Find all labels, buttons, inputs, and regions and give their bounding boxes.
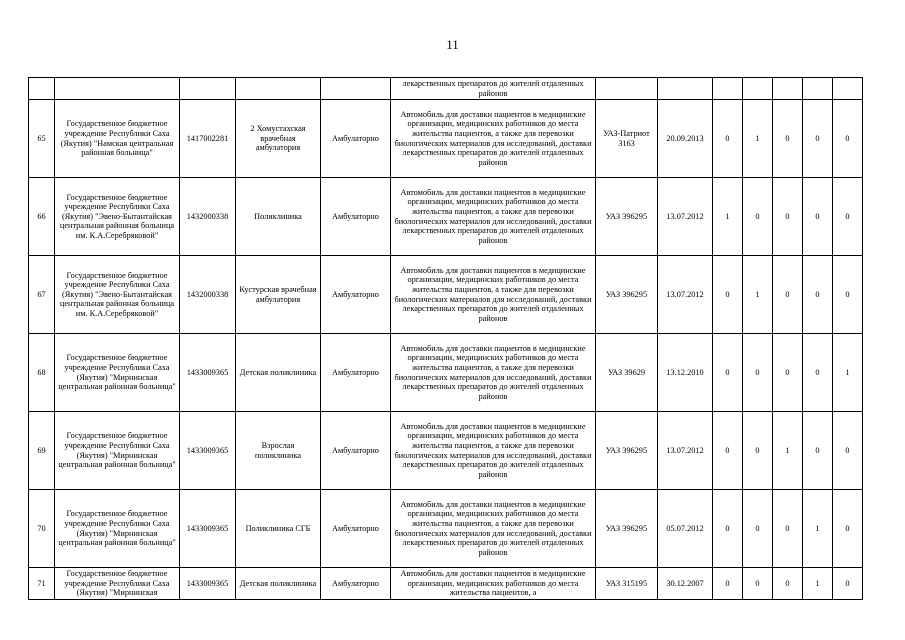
inn-cell: 1417002281 <box>180 100 236 178</box>
organization-cell: Государственное бюджетное учреждение Республики Саха (Якутия) "Мирнинская центральная районная больница" <box>55 334 180 412</box>
count-4-cell: 0 <box>803 256 833 334</box>
unit-cell: Кустурская врачебная амбулатория <box>236 256 321 334</box>
organization-cell: Государственное бюджетное учреждение Республики Саха (Якутия) "Эвено-Бытантайская центральная районная больница им. К.А.Серебряковой" <box>55 178 180 256</box>
count-2-cell: 0 <box>743 178 773 256</box>
care-type-cell: Амбулаторно <box>321 256 391 334</box>
table-row <box>29 334 863 412</box>
unit-cell: Детская поликлиника <box>236 334 321 412</box>
count-2-cell: 0 <box>743 568 773 600</box>
count-3-cell: 0 <box>773 334 803 412</box>
inn-cell: 1433009365 <box>180 412 236 490</box>
purpose-cell: Автомобиль для доставки пациентов в медицинские организации, медицинских работников до места жительства пациентов, а также для перевозки биологических материалов для исследований, доставки лекарственных препаратов до жителей отдаленных районов <box>391 178 596 256</box>
vehicle-cell: УАЗ 315195 <box>596 568 658 600</box>
organization-cell: Государственное бюджетное учреждение Республики Саха (Якутия) "Эвено-Бытантайская центральная районная больница им. К.А.Серебряковой" <box>55 256 180 334</box>
count-5-cell: 0 <box>833 100 863 178</box>
vehicle-cell: УАЗ 396295 <box>596 178 658 256</box>
unit-cell: 2 Хомустахская врачебная амбулатория <box>236 100 321 178</box>
count-1-cell: 0 <box>713 100 743 178</box>
count-1-cell: 1 <box>713 178 743 256</box>
unit-cell: Взрослая поликлиника <box>236 412 321 490</box>
count-5-cell: 0 <box>833 412 863 490</box>
row-number-cell: 68 <box>29 334 55 412</box>
inn-cell: 1433009365 <box>180 490 236 568</box>
unit-cell: Поликлиника <box>236 178 321 256</box>
count-1-cell: 0 <box>713 568 743 600</box>
vehicle-cell: УАЗ 39629 <box>596 334 658 412</box>
count-2-cell: 0 <box>743 490 773 568</box>
row-number-cell: 65 <box>29 100 55 178</box>
purpose-cell: Автомобиль для доставки пациентов в медицинские организации, медицинских работников до места жительства пациентов, а также для перевозки биологических материалов для исследований, доставки лекарственных препаратов до жителей отдаленных районов <box>391 490 596 568</box>
vehicle-cell: УАЗ 396295 <box>596 256 658 334</box>
continuation-cell: лекарственных препаратов до жителей отдаленных районов <box>391 78 596 100</box>
count-4-cell: 0 <box>803 178 833 256</box>
count-3-cell: 0 <box>773 178 803 256</box>
care-type-cell: Амбулаторно <box>321 568 391 600</box>
date-cell: 30.12.2007 <box>658 568 713 600</box>
table-row <box>29 490 863 568</box>
count-3-cell: 0 <box>773 100 803 178</box>
care-type-cell: Амбулаторно <box>321 412 391 490</box>
row-number-cell: 67 <box>29 256 55 334</box>
organization-cell: Государственное бюджетное учреждение Республики Саха (Якутия) "Мирнинская <box>55 568 180 600</box>
table-row-partial <box>29 568 863 600</box>
count-3-cell: 0 <box>773 256 803 334</box>
count-4-cell: 0 <box>803 334 833 412</box>
unit-cell: Детская поликлиника <box>236 568 321 600</box>
count-1-cell: 0 <box>713 412 743 490</box>
organization-cell: Государственное бюджетное учреждение Республики Саха (Якутия) "Мирнинская центральная районная больница" <box>55 412 180 490</box>
count-3-cell: 0 <box>773 490 803 568</box>
table-row <box>29 178 863 256</box>
care-type-cell: Амбулаторно <box>321 100 391 178</box>
purpose-cell: Автомобиль для доставки пациентов в медицинские организации, медицинских работников до места жительства пациентов, а <box>391 568 596 600</box>
count-1-cell: 0 <box>713 490 743 568</box>
count-5-cell: 0 <box>833 178 863 256</box>
row-number-cell: 71 <box>29 568 55 600</box>
purpose-cell: Автомобиль для доставки пациентов в медицинские организации, медицинских работников до места жительства пациентов, а также для перевозки биологических материалов для исследований, доставки лекарственных препаратов до жителей отдаленных районов <box>391 412 596 490</box>
care-type-cell: Амбулаторно <box>321 334 391 412</box>
count-3-cell: 0 <box>773 568 803 600</box>
count-4-cell: 1 <box>803 490 833 568</box>
date-cell: 13.12.2010 <box>658 334 713 412</box>
date-cell: 13.07.2012 <box>658 178 713 256</box>
organization-cell: Государственное бюджетное учреждение Республики Саха (Якутия) "Мирнинская центральная районная больница" <box>55 490 180 568</box>
organization-cell: Государственное бюджетное учреждение Республики Саха (Якутия) "Намская центральная районная больница" <box>55 100 180 178</box>
count-5-cell: 0 <box>833 568 863 600</box>
count-4-cell: 0 <box>803 412 833 490</box>
row-number-cell: 66 <box>29 178 55 256</box>
vehicle-cell: УАЗ 396295 <box>596 490 658 568</box>
count-2-cell: 1 <box>743 256 773 334</box>
continuation-row <box>29 78 863 100</box>
count-5-cell: 0 <box>833 256 863 334</box>
inn-cell: 1433009365 <box>180 568 236 600</box>
count-2-cell: 1 <box>743 100 773 178</box>
inn-cell: 1432000338 <box>180 256 236 334</box>
purpose-cell: Автомобиль для доставки пациентов в медицинские организации, медицинских работников до места жительства пациентов, а также для перевозки биологических материалов для исследований, доставки лекарственных препаратов до жителей отдаленных районов <box>391 256 596 334</box>
date-cell: 13.07.2012 <box>658 256 713 334</box>
count-4-cell: 1 <box>803 568 833 600</box>
table-row <box>29 100 863 178</box>
table-row <box>29 412 863 490</box>
count-2-cell: 0 <box>743 412 773 490</box>
unit-cell: Поликлиника СГБ <box>236 490 321 568</box>
count-2-cell: 0 <box>743 334 773 412</box>
vehicle-cell: УАЗ 396295 <box>596 412 658 490</box>
care-type-cell: Амбулаторно <box>321 178 391 256</box>
vehicle-registry-table <box>28 77 863 600</box>
count-3-cell: 1 <box>773 412 803 490</box>
care-type-cell: Амбулаторно <box>321 490 391 568</box>
count-1-cell: 0 <box>713 334 743 412</box>
row-number-cell: 70 <box>29 490 55 568</box>
count-5-cell: 0 <box>833 490 863 568</box>
count-5-cell: 1 <box>833 334 863 412</box>
date-cell: 05.07.2012 <box>658 490 713 568</box>
inn-cell: 1432000338 <box>180 178 236 256</box>
page-number: 11 <box>446 37 459 52</box>
count-1-cell: 0 <box>713 256 743 334</box>
purpose-cell: Автомобиль для доставки пациентов в медицинские организации, медицинских работников до места жительства пациентов, а также для перевозки биологических материалов для исследований, доставки лекарственных препаратов до жителей отдаленных районов <box>391 334 596 412</box>
date-cell: 13.07.2012 <box>658 412 713 490</box>
row-number-cell: 69 <box>29 412 55 490</box>
date-cell: 20.09.2013 <box>658 100 713 178</box>
vehicle-cell: УАЗ-Патриот 3163 <box>596 100 658 178</box>
table-row <box>29 256 863 334</box>
count-4-cell: 0 <box>803 100 833 178</box>
purpose-cell: Автомобиль для доставки пациентов в медицинские организации, медицинских работников до места жительства пациентов, а также для перевозки биологических материалов для исследований, доставки лекарственных препаратов до жителей отдаленных районов <box>391 100 596 178</box>
inn-cell: 1433009365 <box>180 334 236 412</box>
